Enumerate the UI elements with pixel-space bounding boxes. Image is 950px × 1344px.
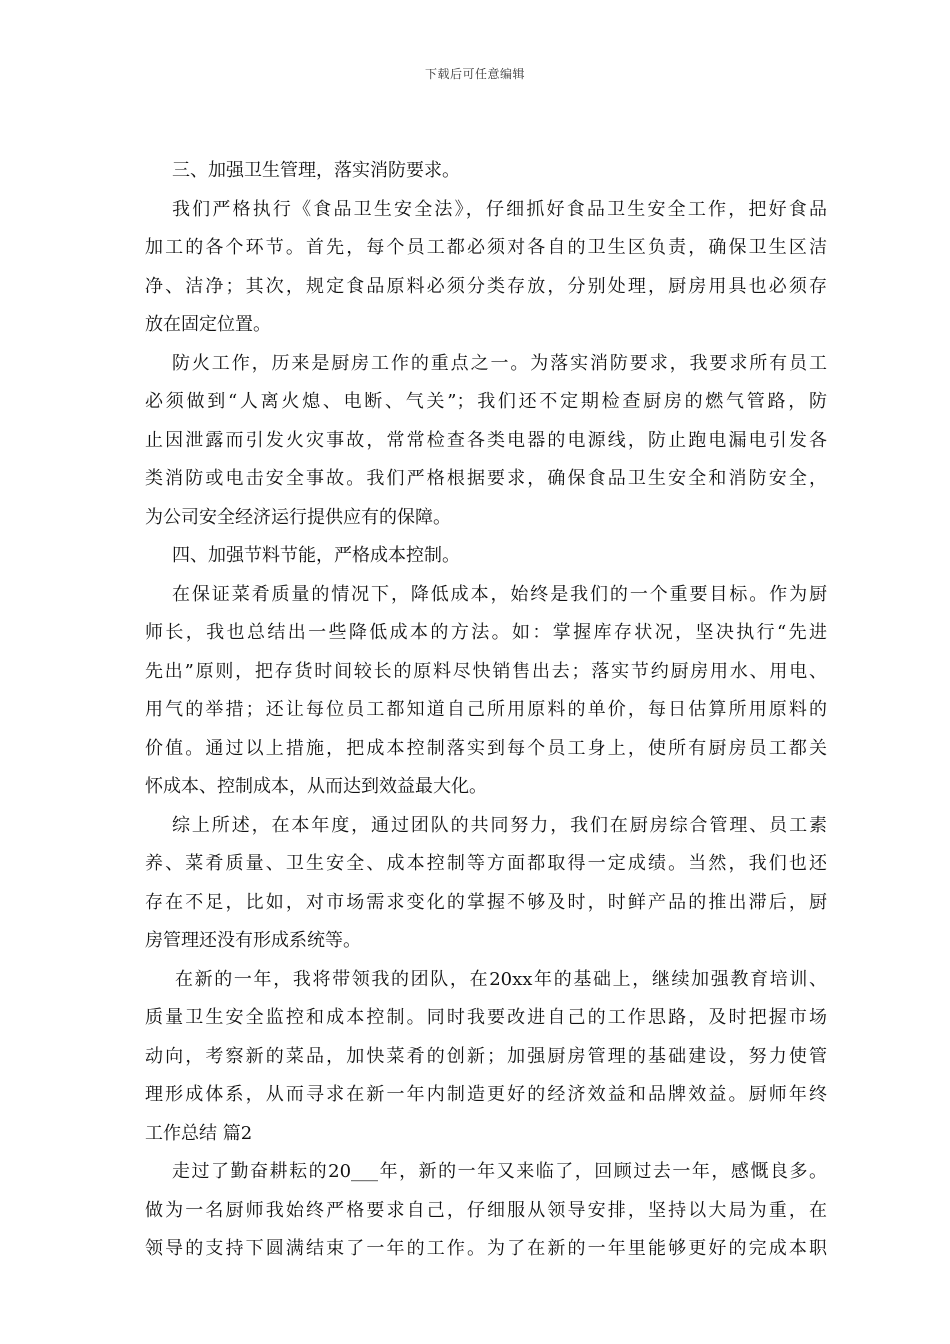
paragraph-line: 质量卫生安全监控和成本控制。同时我要改进自己的工作思路，及时把握市场 (145, 1007, 827, 1028)
page-header: 下载后可任意编辑 (424, 67, 525, 81)
paragraph-line: 房管理还没有形成系统等。 (145, 930, 361, 951)
paragraph-line: 养、菜肴质量、卫生安全、成本控制等方面都取得一定成绩。当然，我们也还 (145, 853, 827, 874)
paragraph-line: 综上所述，在本年度，通过团队的共同努力，我们在厨房综合管理、员工素 (172, 814, 827, 836)
paragraph-line: 止因泄露而引发火灾事故，常常检查各类电器的电源线，防止跑电漏电引发各 (145, 429, 827, 451)
paragraph-line: 领导的支持下圆满结束了一年的工作。为了在新的一年里能够更好的完成本职 (145, 1238, 827, 1259)
paragraph-line: 走过了勤奋耕耘的20___年，新的一年又来临了，回顾过去一年，感慨良多。 (172, 1161, 827, 1182)
paragraph-line: 怀成本、控制成本，从而达到效益最大化。 (145, 776, 487, 797)
paragraph-line: 为公司安全经济运行提供应有的保障。 (145, 506, 451, 528)
paragraph-line: 放在固定位置。 (145, 314, 271, 335)
section-heading-3: 三、加强卫生管理，落实消防要求。 (172, 160, 460, 181)
paragraph-line: 在新的一年，我将带领我的团队，在20xx年的基础上，继续加强教育培训、 (175, 968, 827, 990)
section-heading-4: 四、加强节料节能，严格成本控制。 (172, 545, 460, 566)
document-body (145, 152, 827, 1269)
paragraph-line: 存在不足，比如，对市场需求变化的掌握不够及时，时鲜产品的推出滞后，厨 (145, 891, 827, 913)
paragraph-line: 做为一名厨师我始终严格要求自己，仔细服从领导安排，坚持以大局为重，在 (145, 1199, 827, 1221)
paragraph-line: 我们严格执行《食品卫生安全法》，仔细抓好食品卫生安全工作，把好食品 (172, 198, 827, 220)
paragraph-line: 净、洁净；其次，规定食品原料必须分类存放，分别处理，厨房用具也必须存 (145, 275, 827, 297)
paragraph-line: 价值。通过以上措施，把成本控制落实到每个员工身上，使所有厨房员工都关 (145, 737, 827, 759)
paragraph-line: 用气的举措；还让每位员工都知道自己所用原料的单价，每日估算所用原料的 (145, 699, 827, 720)
paragraph-line: 在保证菜肴质量的情况下，降低成本，始终是我们的一个重要目标。作为厨 (172, 583, 827, 605)
paragraph-line: 加工的各个环节。首先，每个员工都必须对各自的卫生区负责，确保卫生区洁 (145, 237, 827, 258)
paragraph-line: 防火工作，历来是厨房工作的重点之一。为落实消防要求，我要求所有员工 (172, 352, 827, 374)
paragraph-line: 理形成体系，从而寻求在新一年内制造更好的经济效益和品牌效益。厨师年终 (145, 1084, 827, 1105)
section-title-part2: 工作总结 篇2 (145, 1122, 253, 1144)
paragraph-line: 先出”原则，把存货时间较长的原料尽快销售出去；落实节约厨房用水、用电、 (145, 660, 827, 682)
paragraph-line: 类消防或电击安全事故。我们严格根据要求，确保食品卫生安全和消防安全， (145, 468, 827, 489)
paragraph-line: 动向，考察新的菜品，加快菜肴的创新；加强厨房管理的基础建设，努力使管 (145, 1045, 827, 1067)
paragraph-line: 必须做到“人离火熄、电断、气关”；我们还不定期检查厨房的燃气管路，防 (145, 391, 827, 412)
paragraph-line: 师长，我也总结出一些降低成本的方法。如：掌握库存状况，坚决执行“先进 (145, 622, 827, 643)
